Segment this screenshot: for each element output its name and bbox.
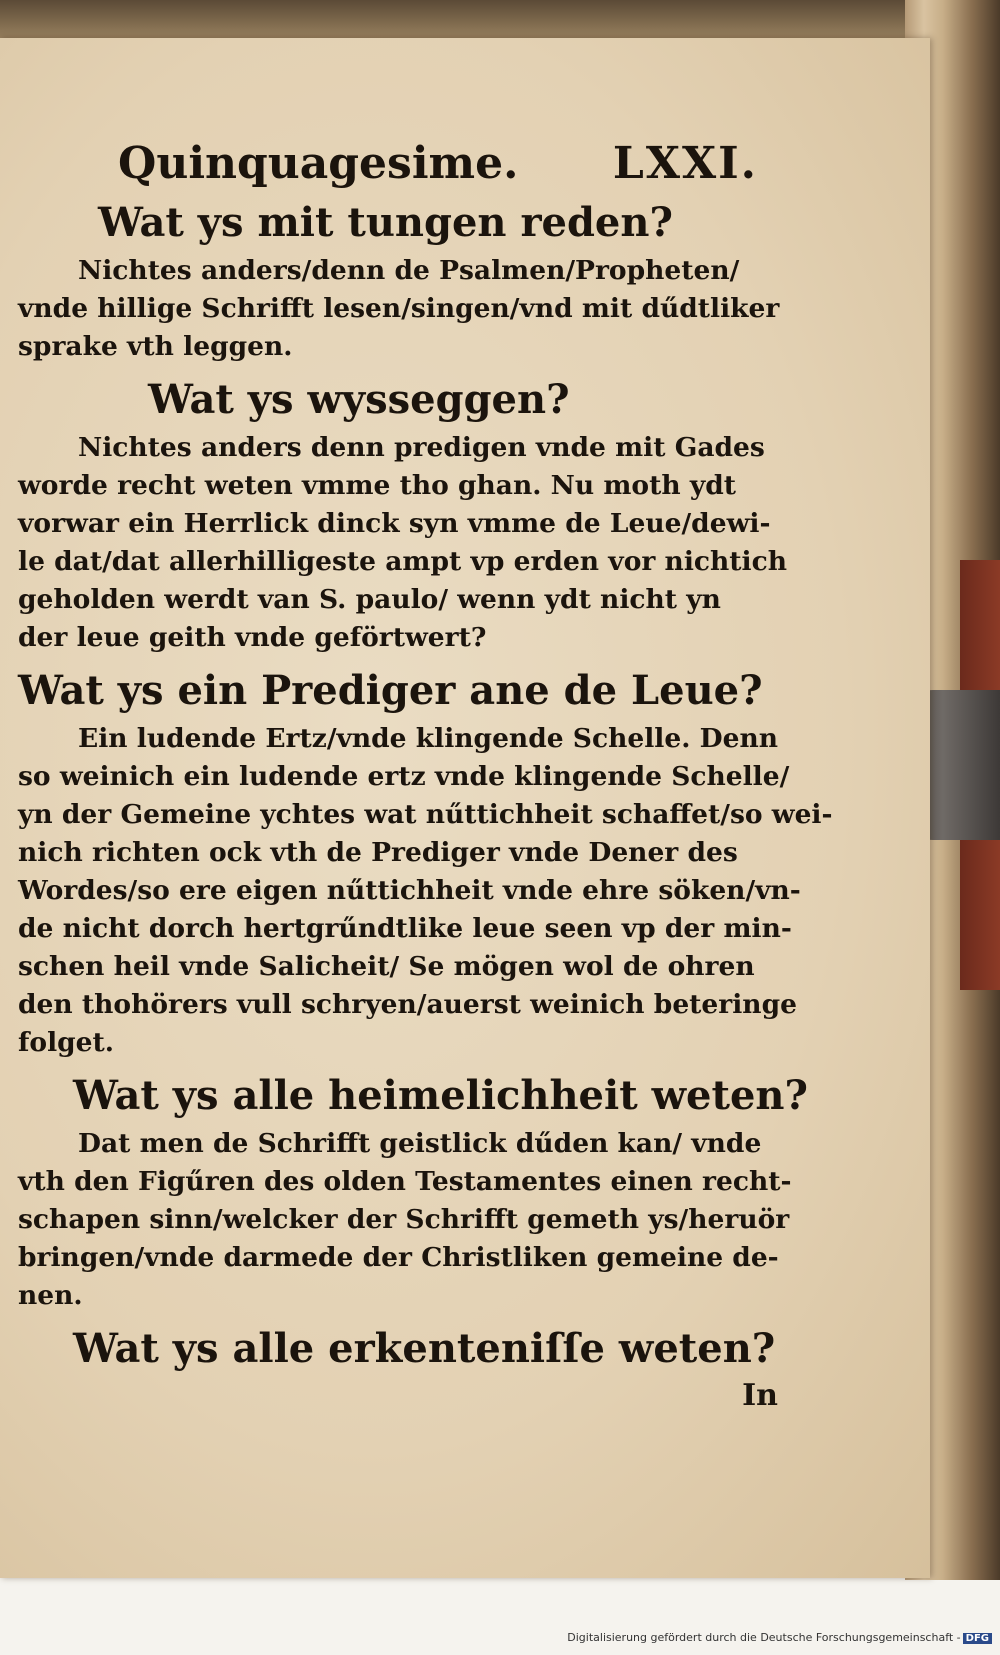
answer-paragraph	[18, 429, 798, 657]
text-line: Dat men de Schrifft geistlick dűden kan/ vnde	[78, 1128, 762, 1159]
sections	[18, 199, 833, 1372]
text-line: bringen/vnde darmede der Christliken gemeine de-	[18, 1242, 779, 1273]
book-page	[0, 38, 930, 1578]
text-line: vnde hillige Schrifft lesen/singen/vnd mit dűdtliker	[18, 293, 780, 324]
dfg-logo: DFG	[963, 1633, 992, 1644]
section	[18, 667, 833, 1062]
question-heading: Wat ys alle heimelichheit weten?	[73, 1072, 808, 1119]
text-line: geholden werdt van S. paulo/ wenn ydt nicht yn	[18, 584, 721, 615]
question-heading: Wat ys ein Prediger ane de Leue?	[18, 667, 763, 714]
catchword: In	[742, 1378, 778, 1413]
text-line: worde recht weten vmme tho ghan. Nu moth ydt	[18, 470, 737, 501]
text-line: nich richten ock vth de Prediger vnde Dener des	[18, 837, 738, 868]
digitization-credit	[567, 1631, 992, 1644]
section	[18, 1072, 808, 1315]
text-line: folget.	[18, 1027, 114, 1058]
text-line: schen heil vnde Salicheit/ Se mögen wol de ohren	[18, 951, 755, 982]
text-line: le dat/dat allerhilligeste ampt vp erden vor nichtich	[18, 546, 788, 577]
question-heading: Wat ys alle erkenteniſſe weten?	[73, 1325, 776, 1372]
running-title: Quinquagesime.	[118, 138, 519, 189]
text-block	[18, 138, 833, 1413]
text-line: schapen sinn/welcker der Schrifft gemeth ys/heruör	[18, 1204, 790, 1235]
text-line: yn der Gemeine ychtes wat nűttichheit schaffet/so wei-	[18, 799, 833, 830]
question-heading: Wat ys wysseggen?	[148, 376, 570, 423]
text-line: Wordes/so ere eigen nűttichheit vnde ehre söken/vn-	[18, 875, 801, 906]
text-line: den thohörers vull schryen/auerst weinich beteringe	[18, 989, 797, 1020]
section	[18, 199, 798, 366]
text-line: sprake vth leggen.	[18, 331, 293, 362]
question-heading: Wat ys mit tungen reden?	[98, 199, 673, 246]
text-line: de nicht dorch hertgrűndtlike leue seen vp der min-	[18, 913, 792, 944]
text-line: vorwar ein Herrlick dinck syn vmme de Leue/dewi-	[18, 508, 771, 539]
text-line: nen.	[18, 1280, 83, 1311]
section	[18, 1325, 798, 1372]
text-line: Nichtes anders/denn de Psalmen/Propheten/	[78, 255, 740, 286]
text-line: Ein ludende Ertz/vnde klingende Schelle. Denn	[78, 723, 779, 754]
answer-paragraph	[18, 1125, 798, 1315]
running-header	[118, 138, 758, 189]
folio-number: LXXI.	[612, 138, 758, 189]
text-line: so weinich ein ludende ertz vnde klingende Schelle/	[18, 761, 790, 792]
text-line: vth den Figűren des olden Testamentes einen recht-	[18, 1166, 792, 1197]
text-line: Nichtes anders denn predigen vnde mit Gades	[78, 432, 765, 463]
credit-text: Digitalisierung gefördert durch die Deutsche Forschungsgemeinschaft -	[567, 1631, 961, 1644]
answer-paragraph	[18, 720, 833, 1062]
text-line: der leue geith vnde geförtwert?	[18, 622, 487, 653]
section	[18, 376, 798, 657]
answer-paragraph	[18, 252, 798, 366]
